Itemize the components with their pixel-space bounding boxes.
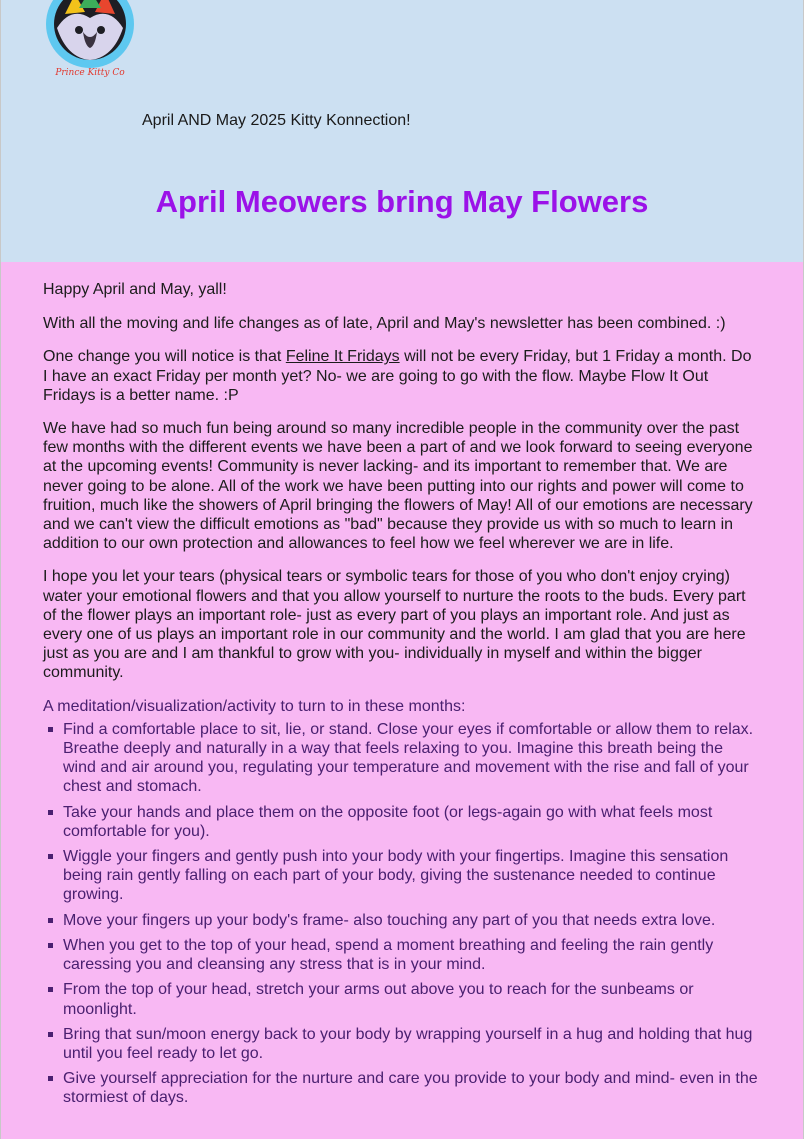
list-item: Give yourself appreciation for the nurture and care you provide to your body and mind- even in the stormiest of days.: [63, 1070, 758, 1107]
list-item: From the top of your head, stretch your arms out above you to reach for the sunbeams or moonlight.: [63, 980, 759, 1018]
list-item: Wiggle your fingers and gently push into your body with your fingertips. Imagine this sensation being rain gently falling on each part of your body, giving the sustenance needed to continue growing.: [63, 847, 759, 905]
prince-kitty-logo: [43, 0, 137, 82]
list-item: Take your hands and place them on the opposite foot (or legs-again go with what feels most comfortable for you).: [63, 803, 759, 841]
list-item: Bring that sun/moon energy back to your body by wrapping yourself in a hug and holding that hug until you feel ready to let go.: [63, 1025, 759, 1063]
p2-text-after: will not be every Friday, but 1 Friday a month. Do I have an exact Friday per month yet? No- we are going to go with the flow. Maybe Flow It Out Fridays is a better name. :P: [43, 348, 752, 404]
newsletter-body: [1, 262, 803, 1139]
list-item: Find a comfortable place to sit, lie, or stand. Close your eyes if comfortable or allow them to relax. Breathe deeply and naturally in a way that feels relaxing to you. Imagine this breath being the wind and air around you, regulating your temperature and movement with the rise and fall of your chest and stomach.: [63, 720, 759, 797]
list-item: Move your fingers up your body's frame- also touching any part of you that needs extra love.: [63, 911, 759, 930]
paragraph-feline-fridays: [43, 347, 759, 405]
newsletter-header: [1, 0, 803, 262]
newsletter-headline: April Meowers bring May Flowers: [155, 184, 649, 219]
feline-it-fridays-link[interactable]: Feline It Fridays: [285, 348, 400, 366]
activity-steps-list: [43, 720, 759, 1108]
paragraph-combined-newsletter: With all the moving and life changes as of late, April and May's newsletter has been combined. :): [43, 315, 726, 333]
greeting: Happy April and May, yall!: [43, 281, 227, 298]
logo-wordmark: Prince Kitty Co: [55, 68, 125, 78]
p2-text-before: One change you will notice is that: [43, 348, 286, 366]
paragraph-community: We have had so much fun being around so many incredible people in the community over the past few months with the different events we have been a part of and we look forward to seeing everyone at the upcoming events! Community is never lacking- and its important to remember that. We are never going to be alone. All of the work we have been putting into our rights and power will come to fruition, much like the showers of April bringing the flowers of May! All of our emotions are necessary and we can't view the difficult emotions as "bad" because they provide us with so much to learn in addition to our own protection and allowances to feel how we feel wherever we are in life.: [43, 420, 753, 553]
activity-intro: A meditation/visualization/activity to turn to in these months:: [43, 697, 466, 715]
paragraph-tears: I hope you let your tears (physical tears or symbolic tears for those of you who don't enjoy crying) water your emotional flowers and that you allow yourself to nurture the roots to the buds. Every part of the flower plays an important role- just as every part of you plays an important role. And just as every one of us plays an important role in our community and the world. I am glad that you are here just as you are and I am thankful to grow with you- individually in myself and within the bigger community.: [43, 568, 746, 682]
issue-title: April AND May 2025 Kitty Konnection!: [142, 112, 411, 129]
list-item: When you get to the top of your head, spend a moment breathing and feeling the rain gently caressing you and cleansing any stress that is in your mind.: [63, 936, 759, 974]
